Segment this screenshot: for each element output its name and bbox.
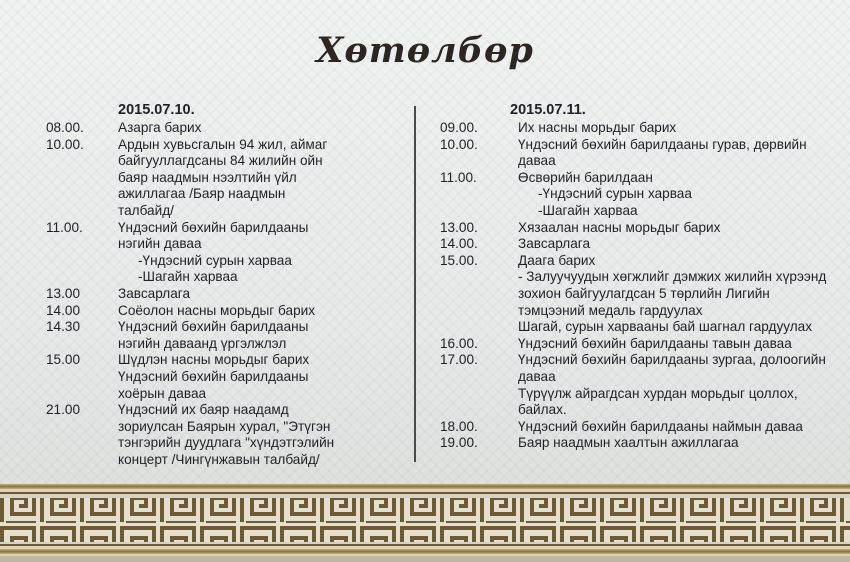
schedule-row [440,203,830,220]
event-text-line: Үндэсний бөхийн барилдааны наймын даваа [518,418,803,434]
event-text-line: Үндэсний бөхийн барилдааны [118,219,309,235]
event-text-line: Завсарлага [118,285,191,301]
event-text-line: зориулсан Баярын хурал, "Этүгэн [118,418,331,434]
schedule-time [440,269,518,335]
schedule-event [518,120,830,137]
schedule-time: 10.00. [46,136,84,152]
day-2-schedule [440,120,830,452]
schedule-row [440,269,830,335]
schedule-row [46,253,416,270]
event-text-line: зохион байгуулагдсан 5 төрлийн Лигийн [518,285,770,301]
schedule-time: 14.00 [46,302,81,318]
schedule-time: 14.00. [440,236,478,252]
schedule-time: 14.30 [46,319,81,335]
event-text-line: -Шагайн харваа [538,202,638,218]
event-text-line: нэгийн даваа [118,236,202,252]
schedule-time: 10.00. [440,136,478,152]
schedule-row [440,253,830,270]
schedule-event [518,236,830,253]
schedule-row [440,186,830,203]
event-text-line: Үндэсний бөхийн барилдааны [118,368,309,384]
schedule-event [518,352,830,418]
event-text-line: байлах. [518,402,567,418]
schedule-time: 09.00. [440,120,478,135]
schedule-event [518,336,830,353]
schedule-row [440,170,830,187]
schedule-time [440,186,518,203]
event-text-line: -Үндэсний сурын харваа [538,186,692,202]
schedule-time: 15.00. [440,252,478,268]
schedule-event [118,286,416,303]
event-text-line: -Шагайн харваа [138,269,238,285]
schedule-row [440,419,830,436]
schedule-time: 19.00. [440,435,478,451]
event-text-line: баяр наадмын нээлтийн үйл [118,169,297,185]
event-text-line: концерт /Чингүнжавын талбайд/ [118,451,320,467]
event-text-line: Баяр наадмын хаалтын ажиллагаа [518,435,739,451]
event-text-line: Өсвөрийн барилдаан [518,169,653,185]
schedule-row [46,220,416,253]
event-text-line: Даага барих [518,252,596,268]
event-text-line: Шагай, сурын харвааны бай шагнал гардуулах [518,319,813,335]
schedule-event [118,137,416,220]
schedule-time [46,253,118,270]
day-2-date: 2015.07.11. [510,102,586,118]
schedule-time: 17.00. [440,352,478,368]
event-text-line: тэмцээний медаль гардуулах [518,302,703,318]
schedule-row [46,137,416,220]
event-text-line: тэнгэрийн дуудлага "хүндэтгэлийн [118,435,335,451]
event-text-line: Завсарлага [518,236,591,252]
page-title: Хөтөлбөр [316,30,534,71]
schedule-event [118,120,416,137]
schedule-event [518,435,830,452]
schedule-event [118,303,416,320]
event-text-line: Соёолон насны морьдыг барих [118,302,316,318]
day-1-date: 2015.07.10. [118,102,195,118]
schedule-event [118,319,416,352]
schedule-time: 13.00 [46,285,81,301]
schedule-row [46,319,416,352]
event-text-line: Үндэсний бөхийн барилдааны тавын даваа [518,335,792,351]
day-2-column [440,100,830,452]
event-text-line: Үндэсний бөхийн барилдааны зургаа, долоогийн [518,352,826,368]
schedule-row [46,352,416,402]
schedule-time: 21.00 [46,402,81,418]
event-text-line: -Үндэсний сурын харваа [138,252,292,268]
schedule-row [440,336,830,353]
column-divider [414,106,416,462]
event-text-line: Азарга барих [118,120,202,135]
schedule-event [518,186,830,203]
event-text-line: Үндэсний бөхийн барилдааны [118,319,309,335]
event-text-line: Үндэсний бөхийн барилдааны гурав, дөрвийн [518,136,807,152]
schedule-event [518,253,830,270]
meander-border-ornament [0,484,850,562]
event-text-line: даваа [518,153,556,169]
event-text-line: даваа [518,368,556,384]
schedule-row [440,236,830,253]
schedule-event [518,220,830,237]
schedule-event [518,137,830,170]
schedule-row [440,352,830,418]
schedule-time: 18.00. [440,418,478,434]
event-text-line: Хязаалан насны морьдыг барих [518,219,721,235]
schedule-row [440,220,830,237]
schedule-event [118,352,416,402]
event-text-line: Их насны морьдыг барих [518,120,677,135]
schedule-time: 08.00. [46,120,84,135]
schedule-event [518,203,830,220]
schedule-row [440,435,830,452]
schedule-time [440,203,518,220]
schedule-row [46,286,416,303]
event-text-line: нэгийн даваанд үргэлжлэл [118,335,287,351]
schedule-event [518,419,830,436]
schedule-event [118,253,416,270]
schedule-event [518,170,830,187]
schedule-row [440,137,830,170]
schedule-time [46,269,118,286]
event-text-line: Үндэсний их баяр наадамд [118,402,289,418]
schedule-time: 13.00. [440,219,478,235]
schedule-event [518,269,830,335]
schedule-event [118,402,416,468]
event-text-line: Ардын хувьсгалын 94 жил, аймаг [118,136,328,152]
day-1-schedule [46,120,416,468]
event-text-line: байгууллагдсаны 84 жилийн ойн [118,153,323,169]
event-text-line: ажиллагаа /Баяр наадмын [118,186,286,202]
day-1-column [46,100,416,468]
schedule-row [440,120,830,137]
schedule-time: 15.00 [46,352,81,368]
schedule-time: 16.00. [440,335,478,351]
event-text-line: хоёрын даваа [118,385,207,401]
schedule-row [46,402,416,468]
schedule-time: 11.00. [440,169,477,185]
schedule-row [46,120,416,137]
schedule-event [118,220,416,253]
schedule-row [46,269,416,286]
event-text-line: талбайд/ [118,202,174,218]
schedule-row [46,303,416,320]
schedule-time: 11.00. [46,219,83,235]
event-text-line: Шүдлэн насны морьдыг барих [118,352,310,368]
event-text-line: - Залуучуудын хөгжлийг дэмжих жилийн хүрээнд [518,269,827,285]
schedule-event [118,269,416,286]
event-text-line: Түрүүлж айрагдсан хурдан морьдыг цоллох, [518,385,798,401]
